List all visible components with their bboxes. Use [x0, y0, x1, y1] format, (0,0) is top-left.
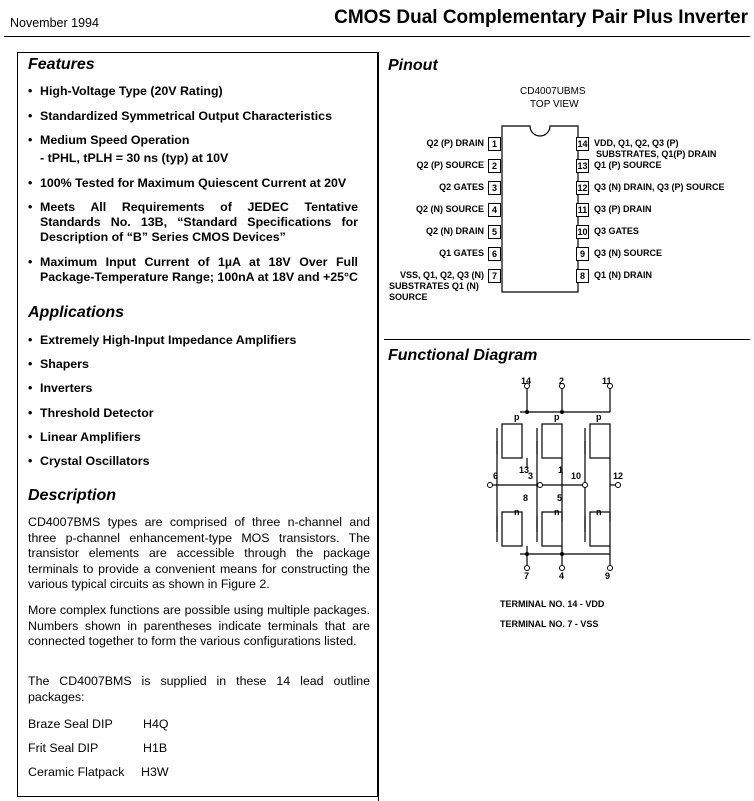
- description-paragraph-1: CD4007BMS types are comprised of three n-channel and three p-channel enhancement-type MOS transistors. The transistor elements are accessible through the package terminals to provide a convenient means for constructing the various typical circuits as shown in Figure 2.: [28, 515, 370, 591]
- transistor-type-label: n: [596, 507, 602, 517]
- terminal-label: 7: [524, 571, 530, 581]
- feature-item: • Medium Speed Operation: [28, 133, 190, 147]
- terminal-label: 11: [602, 376, 612, 386]
- transistor-type-label: p: [514, 412, 520, 422]
- package-row: [28, 717, 228, 731]
- application-item: • Inverters: [28, 381, 93, 395]
- pin-number: 1: [488, 137, 501, 151]
- pin-label: Q1 GATES: [439, 248, 484, 258]
- pin-label: Q3 (P) DRAIN: [594, 204, 652, 214]
- feature-sub-item: - tPHL, tPLH = 30 ns (typ) at 10V: [40, 151, 229, 165]
- application-item: • Extremely High-Input Impedance Amplifiers: [28, 333, 297, 347]
- transistor-type-label: p: [596, 412, 602, 422]
- terminal-label: 12: [613, 471, 624, 481]
- applications-list: [28, 333, 370, 473]
- pin-label: VSS, Q1, Q2, Q3 (N): [399, 270, 484, 280]
- terminal-label: 6: [493, 471, 499, 481]
- description-paragraph-2: More complex functions are possible using multiple packages. Numbers shown in parentheses indicate terminals that are connected together to form the various configurations listed.: [28, 603, 370, 648]
- features-heading: Features: [28, 56, 95, 73]
- pinout-part-number: CD4007UBMS: [520, 86, 586, 97]
- transistor-type-label: p: [554, 412, 560, 422]
- dip-package-outline: [490, 120, 590, 295]
- package-code: H1B: [143, 741, 168, 755]
- pin-label: SUBSTRATES Q1 (N): [389, 281, 479, 291]
- pin-label: Q2 GATES: [439, 182, 484, 192]
- feature-item: • 100% Tested for Maximum Quiescent Current at 20V: [28, 176, 347, 190]
- package-code: H4Q: [143, 717, 169, 731]
- terminal-label: 8: [523, 493, 529, 503]
- terminal-label: 9: [605, 571, 611, 581]
- package-code: H3W: [141, 765, 169, 779]
- application-item: • Shapers: [28, 357, 89, 371]
- pin-number: 4: [488, 203, 501, 217]
- package-name: Ceramic Flatpack: [28, 765, 125, 779]
- terminal-label: 3: [528, 471, 534, 481]
- pin-number: 13: [577, 161, 588, 171]
- application-item: • Crystal Oscillators: [28, 454, 150, 468]
- description-paragraph-3: The CD4007BMS is supplied in these 14 lead outline packages:: [28, 674, 370, 704]
- document-title: CMOS Dual Complementary Pair Plus Inverter: [334, 7, 748, 28]
- terminal-label: 4: [559, 571, 565, 581]
- feature-item: • High-Voltage Type (20V Rating): [28, 84, 223, 98]
- transistor-type-label: n: [514, 507, 520, 517]
- pin-label: SOURCE: [389, 292, 428, 302]
- functional-diagram-heading: Functional Diagram: [388, 347, 538, 364]
- transistor-type-label: n: [554, 507, 560, 517]
- terminal-label: 2: [559, 376, 565, 386]
- features-list: [28, 84, 370, 294]
- feature-item: • Maximum Input Current of 1µA at 18V Over Full Package-Temperature Range; 100nA at 18V and +25°C: [28, 255, 358, 284]
- pin-label: VDD, Q1, Q2, Q3 (P): [594, 138, 679, 148]
- section-divider: [384, 339, 750, 340]
- terminal-note-vss: TERMINAL NO. 7 - VSS: [500, 619, 599, 629]
- pin-number: 10: [577, 227, 588, 237]
- terminal-note-vdd: TERMINAL NO. 14 - VDD: [500, 599, 605, 609]
- pin-number: 7: [488, 269, 501, 283]
- pin-label: Q3 (N) DRAIN, Q3 (P) SOURCE: [594, 182, 725, 192]
- application-item: • Threshold Detector: [28, 406, 154, 420]
- pin-label: Q1 (N) DRAIN: [594, 270, 652, 280]
- pin-label: Q3 GATES: [594, 226, 639, 236]
- terminal-label: 1: [558, 465, 564, 475]
- pin-number: 6: [488, 247, 501, 261]
- applications-heading: Applications: [28, 304, 125, 321]
- terminal-label: 10: [571, 471, 582, 481]
- pin-label: Q2 (N) DRAIN: [426, 226, 484, 236]
- column-divider: [378, 52, 379, 801]
- package-name: Frit Seal DIP: [28, 741, 99, 755]
- pin-label: SUBSTRATES, Q1(P) DRAIN: [596, 149, 717, 159]
- pin-number: 12: [577, 183, 588, 193]
- terminal-label: 13: [519, 465, 530, 475]
- pin-label: Q3 (N) SOURCE: [594, 248, 663, 258]
- pin-number: 3: [488, 181, 501, 195]
- pinout-heading: Pinout: [388, 57, 438, 74]
- terminal-label: 5: [557, 493, 563, 503]
- pin-label: Q1 (P) SOURCE: [594, 160, 662, 170]
- pin-number: 2: [488, 159, 501, 173]
- terminal-label: 14: [521, 376, 532, 386]
- package-row: [28, 765, 228, 779]
- pin-label: Q2 (P) DRAIN: [426, 138, 484, 148]
- package-name: Braze Seal DIP: [28, 717, 113, 731]
- pin-number: 8: [576, 269, 589, 283]
- description-heading: Description: [28, 487, 117, 504]
- pin-number: 5: [488, 225, 501, 239]
- pin-number: 9: [576, 247, 589, 261]
- feature-item: • Meets All Requirements of JEDEC Tentative Standards No. 13B, “Standard Specifications for Description of “B” Series CMOS Devices”: [28, 200, 358, 244]
- pinout-view-label: TOP VIEW: [530, 99, 579, 110]
- pin-number: 11: [577, 205, 588, 215]
- header-rule: [4, 36, 750, 37]
- pin-label: Q2 (N) SOURCE: [415, 204, 484, 214]
- document-date: November 1994: [10, 16, 99, 30]
- pin-number: 14: [577, 139, 588, 149]
- application-item: • Linear Amplifiers: [28, 430, 141, 444]
- package-row: [28, 741, 228, 755]
- feature-item: • Standardized Symmetrical Output Characteristics: [28, 109, 332, 123]
- pin-label: Q2 (P) SOURCE: [416, 160, 484, 170]
